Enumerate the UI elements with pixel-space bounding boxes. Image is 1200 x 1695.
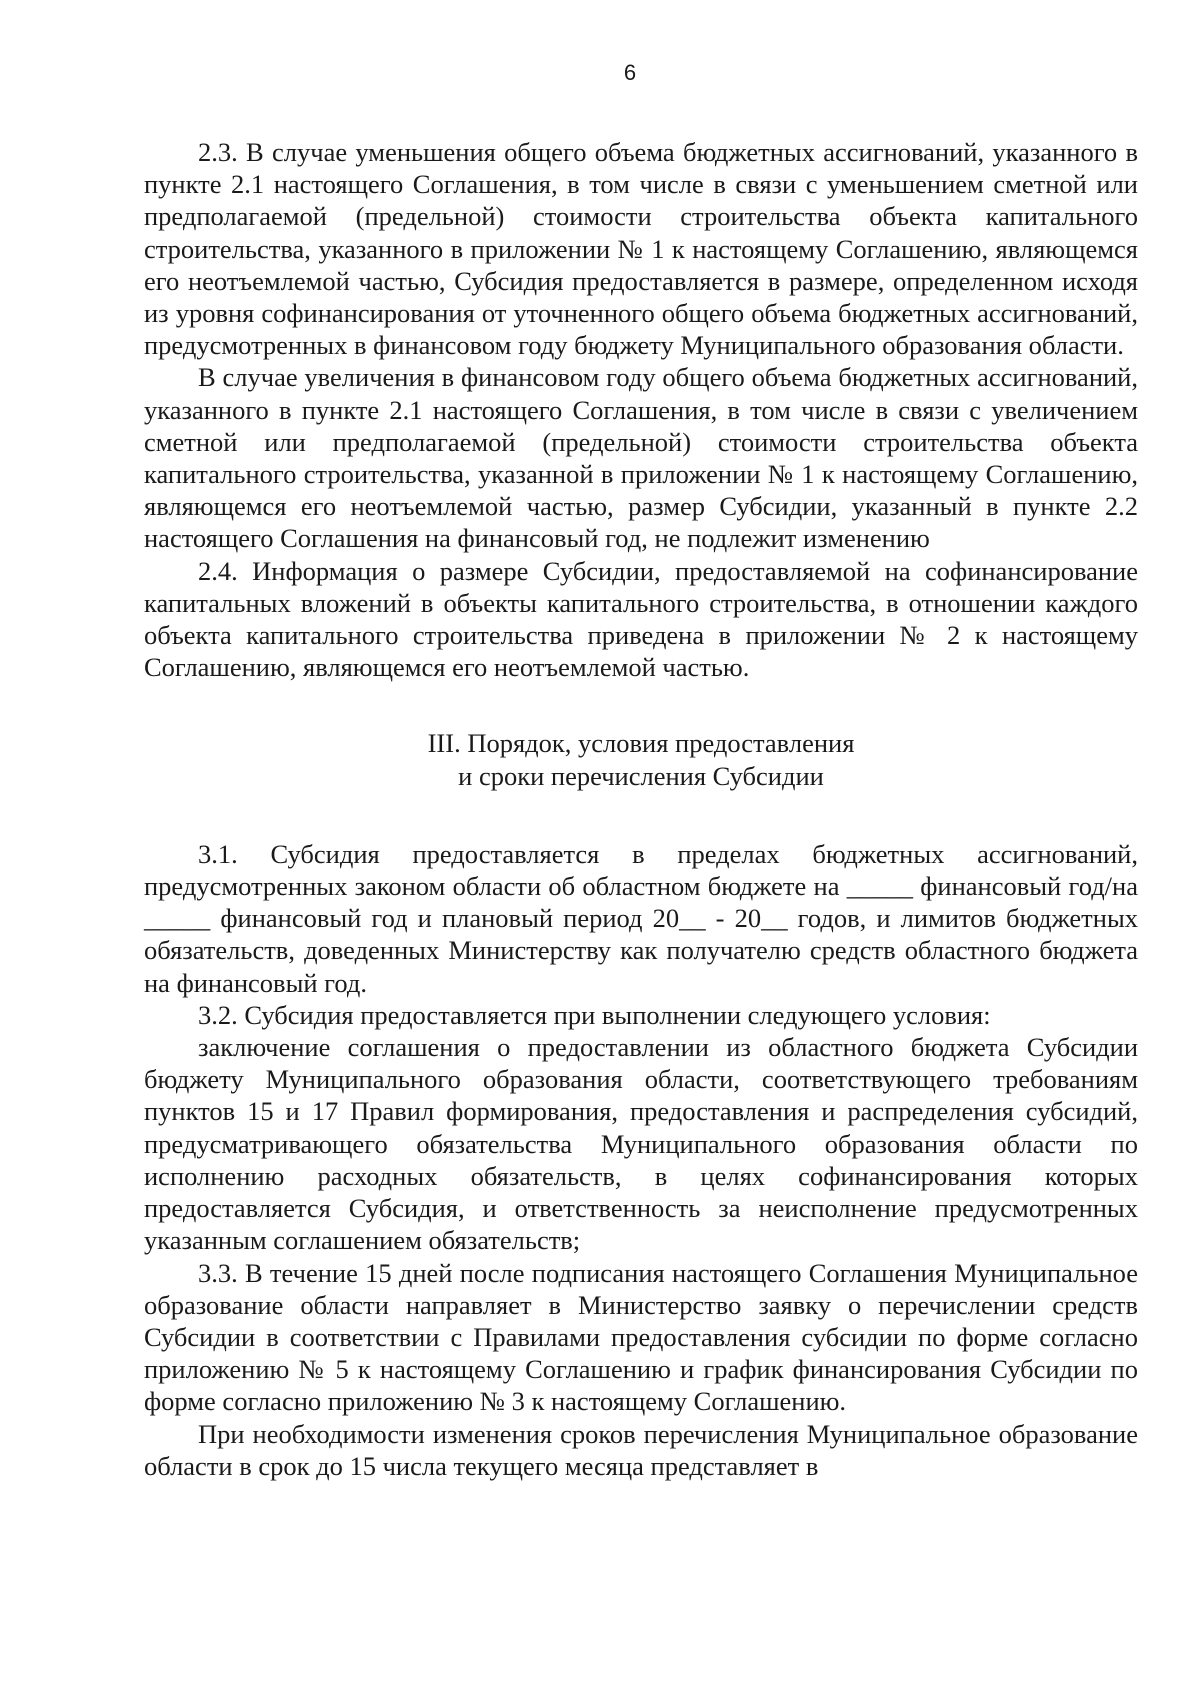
paragraph-2-3-continued: В случае увеличения в финансовом году общего объема бюджетных ассигнований, указанного в пункте 2.1 настоящего Соглашения, в том числе в связи с увеличением сметной или предполагаемой (предельной) стоимости строительства объекта капитального строительства, указанной в приложении № 1 к настоящему Соглашению, являющемся его неотъемлемой частью, размер Субсидии, указанный в пункте 2.2 настоящего Соглашения на финансовый год, не подлежит изменению — [144, 362, 1138, 554]
page-number: 6 — [623, 60, 637, 85]
section-heading — [144, 727, 1138, 791]
section-heading-line1: III. Порядок, условия предоставления — [427, 728, 855, 759]
paragraph-3-3-continued: При необходимости изменения сроков перечисления Муниципальное образование области в срок до 15 числа текущего месяца представляет в — [144, 1418, 1138, 1481]
paragraph-3-3: 3.3. В течение 15 дней после подписания настоящего Соглашения Муниципальное образование области направляет в Министерство заявку о перечислении средств Субсидии в соответствии с Правилами предоставления субсидии по форме согласно приложению № 5 к настоящему Соглашению и график финансирования Субсидии по форме согласно приложению № 3 к настоящему Соглашению. — [144, 1257, 1138, 1417]
paragraph-2-3: 2.3. В случае уменьшения общего объема бюджетных ассигнований, указанного в пункте 2.1 настоящего Соглашения, в том числе в связи с уменьшением сметной или предполагаемой (предельной) стоимости строительства объекта капитального строительства, указанного в приложении № 1 к настоящему Соглашению, являющемся его неотъемлемой частью, Субсидия предоставляется в размере, определенном исходя из уровня софинансирования от уточненного общего объема бюджетных ассигнований, предусмотренных в финансовом году бюджету Муниципального образования области. — [144, 137, 1138, 361]
paragraph-3-2: 3.2. Субсидия предоставляется при выполнении следующего условия: — [198, 999, 991, 1030]
paragraph-2-4: 2.4. Информация о размере Субсидии, предоставляемой на софинансирование капитальных вложений в объекты капитального строительства, в отношении каждого объекта капитального строительства приведена в приложении № 2 к настоящему Соглашению, являющемся его неотъемлемой частью. — [144, 555, 1138, 683]
paragraph-3-2-condition: заключение соглашения о предоставлении из областного бюджета Субсидии бюджету Муниципального образования области, соответствующего требованиям пунктов 15 и 17 Правил формирования, предоставления и распределения субсидий, предусматривающего обязательства Муниципального образования области по исполнению расходных обязательств, в целях софинансирования которых предоставляется Субсидия, и ответственность за неисполнение предусмотренных указанным соглашением обязательств; — [144, 1032, 1138, 1256]
document-body — [144, 136, 1138, 1482]
paragraph-3-1: 3.1. Субсидия предоставляется в пределах бюджетных ассигнований, предусмотренных законом области об областном бюджете на _____ финансовый год/на _____ финансовый год и плановый период 20__ - 20__ годов, и лимитов бюджетных обязательств, доведенных Министерству как получателю средств областного бюджета на финансовый год. — [144, 838, 1138, 998]
section-heading-line2: и сроки перечисления Субсидии — [458, 760, 824, 791]
